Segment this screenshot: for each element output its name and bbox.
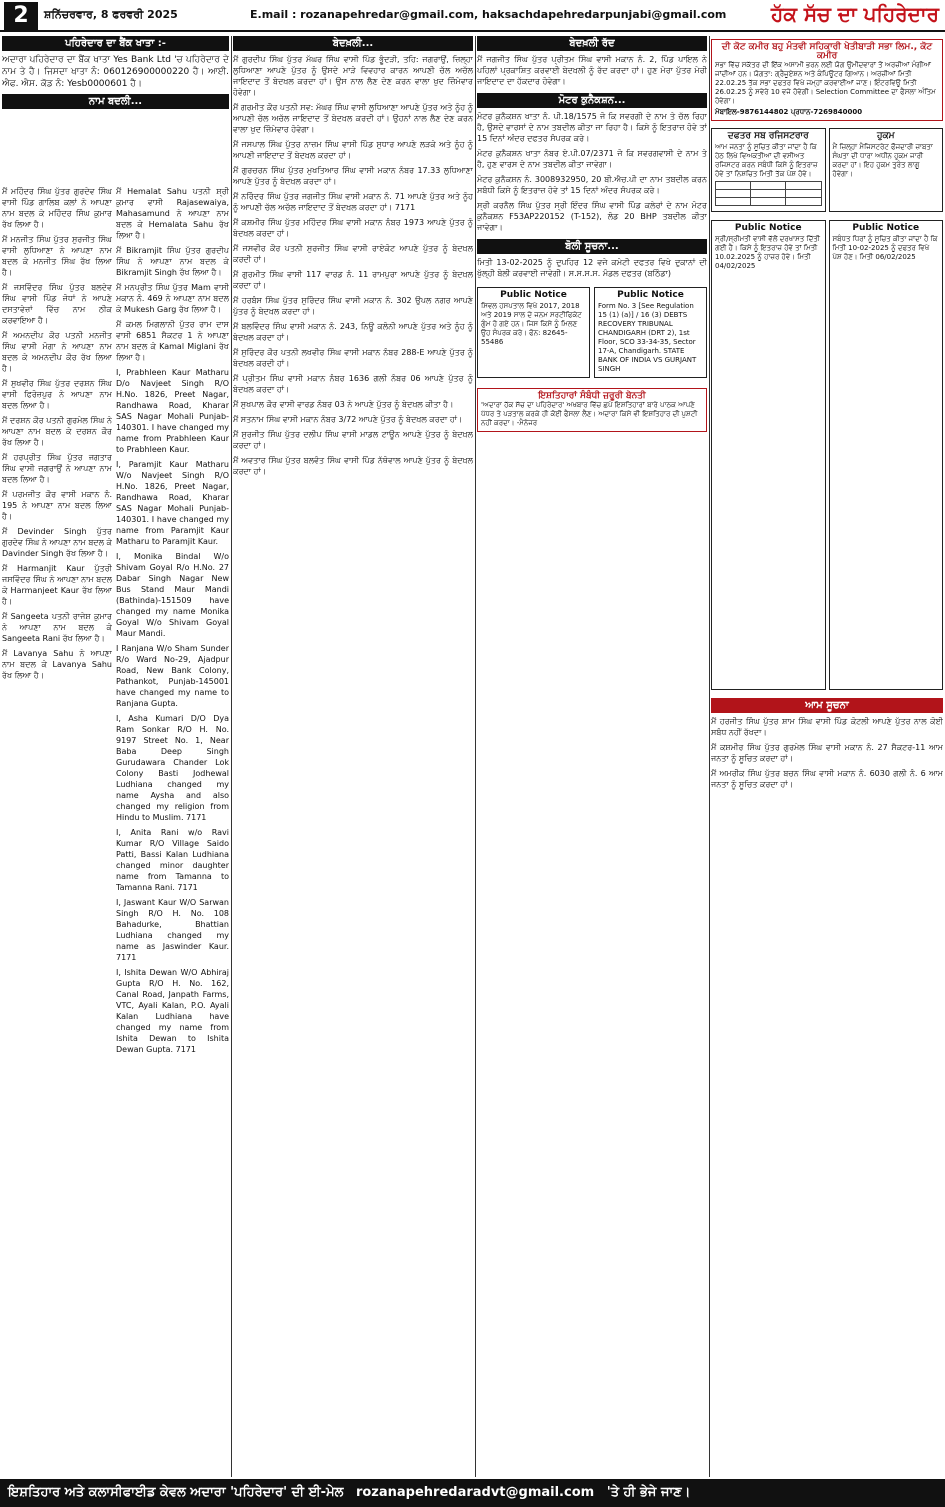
notice-item: ਮੈਂ ਕਸ਼ਮੀਰ ਸਿੰਘ ਪੁੱਤਰ ਮਹਿੰਦਰ ਸਿੰਘ ਵਾਸੀ ਮਕਾਨ ਨੰਬਰ 1973 ਆਪਣੇ ਪੁੱਤਰ ਨੂੰ ਬੇਦਖ਼ਲ ਕਰਦਾ ਹਾਂ। bbox=[233, 218, 473, 238]
order-notice-title: ਹੁਕਮ bbox=[876, 131, 895, 141]
notice-item: ਮੈਂ ਗਰਮੀਤ ਕੌਰ ਪਤਨੀ ਸਵ: ਮੱਘਰ ਸਿੰਘ ਵਾਸੀ ਲੁਧਿਆਣਾ ਆਪਣੇ ਪੁੱਤਰ ਅਤੇ ਨੂੰਹ ਨੂੰ ਆਪਣੀ ਚੱਲ ਅਚੱਲ ਜਾਇਦਾਦ ਤੋਂ ਬੇਦਖ਼ਲ ਕਰਦੀ ਹਾਂ। ਉਹਨਾਂ ਨਾਲ ਲੈਣ ਦੇਣ ਕਰਨ ਵਾਲਾ ਖੁਦ ਜ਼ਿੰਮੇਵਾਰ ਹੋਵੇਗਾ। bbox=[233, 103, 473, 134]
notice-item: I, Anita Rani w/o Ravi Kumar R/O Village Saido Patti, Bassi Kalan Ludhiana changed minor daughter name from Tamanna to Tamanna Rani. 7171 bbox=[116, 828, 229, 892]
notice-item: ਮੈਂ ਪਰਮਜੀਤ ਕੌਰ ਵਾਸੀ ਮਕਾਨ ਨੰ. 195 ਨੇ ਆਪਣਾ ਨਾਮ ਬਦਲ ਲਿਆ ਹੈ। bbox=[2, 490, 112, 521]
footer-banner bbox=[0, 1479, 945, 1507]
column-divider bbox=[709, 36, 710, 1477]
name-change-title: ਨਾਮ ਬਦਲੀ... bbox=[2, 94, 229, 109]
public-notice-title: Public Notice bbox=[500, 290, 567, 300]
notice-item: I Ranjana W/o Sham Sunder R/o Ward No-29, Ajadpur Road, New Bank Colony, Pathankot, Punjab-145001 have changed my name to Ranjana Gupta. bbox=[116, 644, 229, 708]
notice-item: ਮੈਂ ਅਮਰੀਕ ਸਿੰਘ ਪੁੱਤਰ ਬਚਨ ਸਿੰਘ ਵਾਸੀ ਮਕਾਨ ਨੰ. 6030 ਗਲੀ ਨੰ. 6 ਆਮ ਜਨਤਾ ਨੂੰ ਸੂਚਿਤ ਕਰਦਾ ਹਾਂ। bbox=[711, 769, 943, 789]
order-notice bbox=[829, 128, 944, 212]
general-notice-list bbox=[711, 716, 943, 790]
public-notice-right bbox=[829, 220, 944, 690]
recovery-notice-text: Form No. 3 [See Regulation 15 (1) (a)] / 16 (3) DEBTS RECOVERY TRIBUNAL CHANDIGARH (DRT 2), 1st Floor, SCO 33-34-35, Sector 17-A, Chandigarh. STATE BANK OF INDIA VS GURJANT SINGH bbox=[598, 302, 697, 373]
notice-item: ਮੈਂ ਹਰਜੀਤ ਸਿੰਘ ਪੁੱਤਰ ਸ਼ਾਮ ਸਿੰਘ ਵਾਸੀ ਪਿੰਡ ਕੋਟਲੀ ਆਪਣੇ ਪੁੱਤਰ ਨਾਲ ਕੋਈ ਸਬੰਧ ਨਹੀਂ ਰੱਖਦਾ। bbox=[711, 717, 943, 737]
notice-item: ਮੈਂ Harmanjit Kaur ਪੁੱਤਰੀ ਜਸਵਿੰਦਰ ਸਿੰਘ ਨੇ ਆਪਣਾ ਨਾਮ ਬਦਲ ਕੇ Harmanjeet Kaur ਰੱਖ ਲਿਆ ਹੈ। bbox=[2, 564, 112, 606]
bank-details: ਅਦਾਰਾ ਪਹਿਰੇਦਾਰ ਦਾ ਬੈਂਕ ਖਾਤਾ Yes Bank Ltd 'ਚ ਪਹਿਰੇਦਾਰ ਦੇ ਨਾਮ ਤੇ ਹੈ। ਜਿਸਦਾ ਖਾਤਾ ਨੰ: 060126900000220 ਹੈ। ਆਈ. ਐਫ. ਐਸ. ਕੋਡ ਨੰ: Yesb0000601 ਹੈ। bbox=[2, 55, 229, 89]
public-notice-text: ਸਿਵਲ ਹਸਪਤਾਲ ਵਿਖੇ 2017, 2018 ਅਤੇ 2019 ਸਾਲ ਦੇ ਜਨਮ ਸਰਟੀਫਿਕੇਟ ਗੁੰਮ ਹੋ ਗਏ ਹਨ। ਜਿਸ ਕਿਸੇ ਨੂੰ ਮਿਲਣ ਉਹ ਸੰਪਰਕ ਕਰੇ। ਫੋਨ: 82645-55486 bbox=[481, 302, 582, 346]
notice-item: ਮੈਂ ਜਸਪਾਲ ਸਿੰਘ ਪੁੱਤਰ ਨਾਜ਼ਮ ਸਿੰਘ ਵਾਸੀ ਪਿੰਡ ਸੁਧਾਰ ਆਪਣੇ ਲੜਕੇ ਅਤੇ ਨੂੰਹ ਨੂੰ ਆਪਣੀ ਜਾਇਦਾਦ ਤੋਂ ਬੇਦਖ਼ਲ ਕਰਦਾ ਹਾਂ। bbox=[233, 140, 473, 160]
bedakhli-list bbox=[233, 54, 473, 477]
notice-item: ਮੈਂ ਹਰਬੰਸ ਸਿੰਘ ਪੁੱਤਰ ਸੁਰਿੰਦਰ ਸਿੰਘ ਵਾਸੀ ਮਕਾਨ ਨੰ. 302 ਉਪਲ ਨਗਰ ਆਪਣੇ ਪੁੱਤਰ ਨੂੰ ਬੇਦਖ਼ਲ ਕਰਦਾ ਹਾਂ। bbox=[233, 296, 473, 316]
motor-connection-title: ਮੋਟਰ ਕੁਨੈਕਸ਼ਨ... bbox=[477, 93, 707, 108]
order-notice-text: ਮੈਂ ਜ਼ਿਲ੍ਹਾ ਮੈਜਿਸਟਰੇਟ ਫੌਜਦਾਰੀ ਜ਼ਾਬਤਾ ਸੰਘਤਾ ਦੀ ਧਾਰਾ ਅਧੀਨ ਹੁਕਮ ਜਾਰੀ ਕਰਦਾ ਹਾਂ। ਇਹ ਹੁਕਮ ਤੁਰੰਤ ਲਾਗੂ ਹੋਵੇਗਾ। bbox=[832, 143, 933, 178]
society-ad-title: ਦੀ ਕੋਟ ਕਮੀਰ ਬਹੁ ਮੰਤਵੀ ਸਹਿਕਾਰੀ ਖੇਤੀਬਾੜੀ ਸਭਾ ਲਿਮ., ਕੋਟ ਕਮੀਰ bbox=[721, 42, 933, 61]
sub-registrar-text: ਆਮ ਜਨਤਾ ਨੂੰ ਸੂਚਿਤ ਕੀਤਾ ਜਾਂਦਾ ਹੈ ਕਿ ਹੇਠ ਲਿਖੇ ਵਿਅਕਤੀਆਂ ਦੀ ਵਸੀਅਤ ਰਜਿਸਟਰ ਕਰਨ ਸਬੰਧੀ ਕਿਸੇ ਨੂੰ ਇਤਰਾਜ਼ ਹੋਵੇ ਤਾਂ ਨਿਸ਼ਚਿਤ ਮਿਤੀ ਤੱਕ ਪੇਸ਼ ਹੋਵੇ। bbox=[715, 143, 818, 178]
notice-item: ਮੈਂ ਗੁਰਚਰਨ ਸਿੰਘ ਪੁੱਤਰ ਮੁਖਤਿਆਰ ਸਿੰਘ ਵਾਸੀ ਮਕਾਨ ਨੰਬਰ 17.33 ਲੁਧਿਆਣਾ ਆਪਣੇ ਪੁੱਤਰ ਨੂੰ ਬੇਦਖ਼ਲ ਕਰਦਾ ਹਾਂ। bbox=[233, 166, 473, 186]
bank-section-title: ਪਹਿਰੇਦਾਰ ਦਾ ਬੈਂਕ ਖਾਤਾ :- bbox=[2, 36, 229, 51]
notice-item: I, Monika Bindal W/o Shivam Goyal R/o H.No. 27 Dabar Singh Nagar New Bus Stand Maur Mandi (Bathinda)-151509 have changed my name Monika Goyal W/o Shivam Goyal Maur Mandi. bbox=[116, 552, 229, 638]
notice-item: ਮੈਂ ਗੁਰਮੀਤ ਸਿੰਘ ਵਾਸੀ 117 ਵਾਰਡ ਨੰ. 11 ਰਾਮਪੁਰਾ ਆਪਣੇ ਪੁੱਤਰ ਨੂੰ ਬੇਦਖ਼ਲ ਕਰਦਾ ਹਾਂ। bbox=[233, 270, 473, 290]
footer-text-left: ਇਸ਼ਤਿਹਾਰ ਅਤੇ ਕਲਾਸੀਫਾਈਡ ਕੇਵਲ ਅਦਾਰਾ 'ਪਹਿਰੇਦਾਰ' ਦੀ ਈ-ਮੇਲ bbox=[8, 1485, 344, 1500]
notice-item: ਮੈਂ ਜਸਵਿੰਦਰ ਸਿੰਘ ਪੁੱਤਰ ਬਲਦੇਵ ਸਿੰਘ ਵਾਸੀ ਪਿੰਡ ਜੋਧਾਂ ਨੇ ਆਪਣੇ ਦਸਤਾਵੇਜ਼ਾਂ ਵਿੱਚ ਨਾਮ ਠੀਕ ਕਰਵਾਇਆ ਹੈ। bbox=[2, 283, 112, 325]
sub-registrar-notice bbox=[711, 128, 826, 212]
notice-item: ਮੈਂ Lavanya Sahu ਨੇ ਆਪਣਾ ਨਾਮ ਬਦਲ ਕੇ Lavanya Sahu ਰੱਖ ਲਿਆ ਹੈ। bbox=[2, 649, 112, 680]
notice-item: ਮੈਂ ਪ੍ਰੀਤਮ ਸਿੰਘ ਵਾਸੀ ਮਕਾਨ ਨੰਬਰ 1636 ਗਲੀ ਨੰਬਰ 06 ਆਪਣੇ ਪੁੱਤਰ ਨੂੰ ਬੇਦਖ਼ਲ ਕਰਦਾ ਹਾਂ। bbox=[233, 374, 473, 394]
public-notice-right-title: Public Notice bbox=[852, 223, 920, 233]
column-divider bbox=[475, 36, 476, 1477]
notice-item: ਮੈਂ ਮਨਪ੍ਰੀਤ ਸਿੰਘ ਪੁੱਤਰ Mam ਵਾਸੀ ਮਕਾਨ ਨੰ. 469 ਨੇ ਆਪਣਾ ਨਾਮ ਬਦਲ ਕੇ Mukesh Garg ਰੱਖ ਲਿਆ ਹੈ। bbox=[116, 283, 229, 314]
bedakhli-title: ਬੇਦਖ਼ਲੀ... bbox=[233, 36, 473, 51]
notice-item: ਮੈਂ ਦਰਸ਼ਨ ਕੌਰ ਪਤਨੀ ਗੁਰਮੇਲ ਸਿੰਘ ਨੇ ਆਪਣਾ ਨਾਮ ਬਦਲ ਕੇ ਦਰਸ਼ਨ ਕੌਰ ਰੱਖ ਲਿਆ ਹੈ। bbox=[2, 416, 112, 447]
bedakhli-cancel-text: ਮੈਂ ਜਗਜੀਤ ਸਿੰਘ ਪੁੱਤਰ ਪ੍ਰੀਤਮ ਸਿੰਘ ਵਾਸੀ ਮਕਾਨ ਨੰ. 2, ਪਿੰਡ ਪਾਇਲ ਨੇ ਪਹਿਲਾਂ ਪ੍ਰਕਾਸ਼ਿਤ ਕਰਵਾਈ ਬੇਦਖ਼ਲੀ ਨੂੰ ਰੱਦ ਕਰਦਾ ਹਾਂ। ਹੁਣ ਮੇਰਾ ਪੁੱਤਰ ਮੇਰੀ ਜਾਇਦਾਦ ਦਾ ਹੱਕਦਾਰ ਹੋਵੇਗਾ। bbox=[477, 55, 707, 86]
page-number: 2 bbox=[4, 2, 38, 30]
notice-item: ਮੈਂ ਸੁਖਪਾਲ ਕੌਰ ਵਾਸੀ ਵਾਰਡ ਨੰਬਰ 03 ਨੇ ਆਪਣੇ ਪੁੱਤਰ ਨੂੰ ਬੇਦਖ਼ਲ ਕੀਤਾ ਹੈ। bbox=[233, 400, 454, 409]
recovery-notice-title: Public Notice bbox=[617, 290, 684, 300]
motor-list bbox=[477, 111, 707, 233]
contact-emails[interactable]: E.mail : rozanapehredar@gmail.com, haksachdapehredarpunjabi@gmail.com bbox=[250, 8, 727, 21]
notice-item: ਮੈਂ ਜਸਵੀਰ ਕੌਰ ਪਤਨੀ ਸੁਰਜੀਤ ਸਿੰਘ ਵਾਸੀ ਰਾਏਕੋਟ ਆਪਣੇ ਪੁੱਤਰ ਨੂੰ ਬੇਦਖ਼ਲ ਕਰਦੀ ਹਾਂ। bbox=[233, 244, 473, 264]
notice-item: ਮੈਂ Hemalat Sahu ਪਤਨੀ ਸ਼੍ਰੀ ਕੁਮਾਰ ਵਾਸੀ Rajasewaiya, Mahasamund ਨੇ ਆਪਣਾ ਨਾਮ ਬਦਲ ਕੇ Hemalata Sahu ਰੱਖ ਲਿਆ ਹੈ। bbox=[116, 187, 229, 240]
public-notice-box bbox=[477, 287, 590, 378]
notice-item: ਮੈਂ ਗੁਰਦੀਪ ਸਿੰਘ ਪੁੱਤਰ ਮੱਘਰ ਸਿੰਘ ਵਾਸੀ ਪਿੰਡ ਭੂੰਦੜੀ, ਤਹਿ: ਜਗਰਾਉਂ, ਜ਼ਿਲ੍ਹਾ ਲੁਧਿਆਣਾ ਆਪਣੇ ਪੁੱਤਰ ਨੂੰ ਉਸਦੇ ਮਾੜੇ ਵਿਵਹਾਰ ਕਾਰਨ ਆਪਣੀ ਚੱਲ ਅਚੱਲ ਜਾਇਦਾਦ ਤੋਂ ਬੇਦਖ਼ਲ ਕਰਦਾ ਹਾਂ। ਉਸ ਨਾਲ ਲੈਣ ਦੇਣ ਕਰਨ ਵਾਲਾ ਖੁਦ ਜ਼ਿੰਮੇਵਾਰ ਹੋਵੇਗਾ। bbox=[233, 55, 473, 97]
notice-item: ਮੈਂ Bikramjit ਸਿੰਘ ਪੁੱਤਰ ਗੁਰਦੀਪ ਸਿੰਘ ਨੇ ਆਪਣਾ ਨਾਮ ਬਦਲ ਕੇ Bikramjit Singh ਰੱਖ ਲਿਆ ਹੈ। bbox=[116, 246, 229, 277]
public-notice-left bbox=[711, 220, 826, 690]
notice-item: ਮੈਂ ਨਰਿੰਦਰ ਸਿੰਘ ਪੁੱਤਰ ਜਗਜੀਤ ਸਿੰਘ ਵਾਸੀ ਮਕਾਨ ਨੰ. 71 ਆਪਣੇ ਪੁੱਤਰ ਅਤੇ ਨੂੰਹ ਨੂੰ ਆਪਣੀ ਚੱਲ ਅਚੱਲ ਜਾਇਦਾਦ ਤੋਂ ਬੇਦਖ਼ਲ ਕਰਦਾ ਹਾਂ। 7171 bbox=[233, 192, 473, 212]
ad-disclaimer-text: 'ਅਦਾਰਾ ਹੱਕ ਸੱਚ ਦਾ ਪਹਿਰੇਦਾਰ' ਅਖਬਾਰ ਵਿੱਚ ਛਪੇ ਇਸ਼ਤਿਹਾਰਾਂ ਬਾਰੇ ਪਾਠਕ ਆਪਣੇ ਪੱਧਰ ਤੇ ਪੜਤਾਲ ਕਰਕੇ ਹੀ ਕੋਈ ਫੈਸਲਾ ਲੈਣ। ਅਦਾਰਾ ਕਿਸੇ ਵੀ ਇਸ਼ਤਿਹਾਰ ਦੀ ਪੁਸ਼ਟੀ ਨਹੀਂ ਕਰਦਾ। -ਮੈਨੇਜਰ bbox=[481, 401, 698, 427]
notice-item: ਮੈਂ ਸੁਰਿੰਦਰ ਕੌਰ ਪਤਨੀ ਲਖਵੀਰ ਸਿੰਘ ਵਾਸੀ ਮਕਾਨ ਨੰਬਰ 288-E ਆਪਣੇ ਪੁੱਤਰ ਨੂੰ ਬੇਦਖ਼ਲ ਕਰਦੀ ਹਾਂ। bbox=[233, 348, 473, 368]
newspaper-logo: ਹੱਕ ਸੱਚ ਦਾ ਪਹਿਰੇਦਾਰ bbox=[771, 2, 939, 26]
recovery-notice-box bbox=[594, 287, 707, 378]
notice-item: I, Jaswant Kaur W/O Sarwan Singh R/O H. No. 108 Bahadurke, Bhattian Ludhiana changed my name as Jaswinder Kaur. 7171 bbox=[116, 898, 229, 962]
notice-item: ਮੈਂ ਮਹਿੰਦਰ ਸਿੰਘ ਪੁੱਤਰ ਗੁਰਦੇਵ ਸਿੰਘ ਵਾਸੀ ਪਿੰਡ ਗਾਲਿਬ ਕਲਾਂ ਨੇ ਆਪਣਾ ਨਾਮ ਬਦਲ ਕੇ ਮਹਿੰਦਰ ਸਿੰਘ ਕੁਮਾਰ ਰੱਖ ਲਿਆ ਹੈ। bbox=[2, 187, 112, 229]
masthead bbox=[0, 0, 945, 32]
name-change-list-b bbox=[116, 186, 229, 1477]
issue-date: ਸ਼ਨਿੱਚਰਵਾਰ, 8 ਫਰਵਰੀ 2025 bbox=[44, 8, 178, 21]
column-divider bbox=[231, 36, 232, 1477]
notice-item: ਮੈਂ ਬਲਵਿੰਦਰ ਸਿੰਘ ਵਾਸੀ ਮਕਾਨ ਨੰ. 243, ਨਿਊ ਕਲੋਨੀ ਆਪਣੇ ਪੁੱਤਰ ਅਤੇ ਨੂੰਹ ਨੂੰ ਬੇਦਖ਼ਲ ਕਰਦਾ ਹਾਂ। bbox=[233, 322, 473, 342]
notice-item: ਮੈਂ ਹਰਪ੍ਰੀਤ ਸਿੰਘ ਪੁੱਤਰ ਜਗਤਾਰ ਸਿੰਘ ਵਾਸੀ ਜਗਰਾਉਂ ਨੇ ਆਪਣਾ ਨਾਮ ਬਦਲ ਲਿਆ ਹੈ। bbox=[2, 453, 112, 484]
notice-item: I, Ishita Dewan W/O Abhiraj Gupta R/O H. No. 162, Canal Road, Janpath Farms, VTC, Ayali Kalan, P.O. Ayali Kalan Ludhiana have changed my name from Ishita Dewan to Ishita Dewan Gupta. 7171 bbox=[116, 968, 229, 1054]
notice-item: ਮੋਟਰ ਕੁਨੈਕਸ਼ਨ ਖਾਤਾ ਨੰ. ਪੀ.18/1575 ਜੋ ਕਿ ਸਵਰਗੀ ਦੇ ਨਾਮ ਤੇ ਚੱਲ ਰਿਹਾ ਹੈ, ਉਸਦੇ ਵਾਰਸਾਂ ਦੇ ਨਾਮ ਤਬਦੀਲ ਕੀਤਾ ਜਾ ਰਿਹਾ ਹੈ। ਕਿਸੇ ਨੂੰ ਇਤਰਾਜ਼ ਹੋਵੇ ਤਾਂ 15 ਦਿਨਾਂ ਅੰਦਰ ਦਫਤਰ ਸੰਪਰਕ ਕਰੇ। bbox=[477, 112, 707, 143]
notice-item: ਮੈਂ ਅਮਨਦੀਪ ਕੌਰ ਪਤਨੀ ਮਨਜੀਤ ਸਿੰਘ ਵਾਸੀ ਮੋਗਾ ਨੇ ਆਪਣਾ ਨਾਮ ਬਦਲ ਕੇ ਅਮਨਦੀਪ ਕੌਰ ਰੱਖ ਲਿਆ ਹੈ। bbox=[2, 331, 112, 373]
general-notice-title: ਆਮ ਸੂਚਨਾ bbox=[711, 698, 943, 713]
column-3 bbox=[477, 36, 707, 1477]
auction-text: ਮਿਤੀ 13-02-2025 ਨੂੰ ਦੁਪਹਿਰ 12 ਵਜੇ ਕਮੇਟੀ ਦਫਤਰ ਵਿਖੇ ਦੁਕਾਨਾਂ ਦੀ ਖੁੱਲ੍ਹੀ ਬੋਲੀ ਕਰਵਾਈ ਜਾਵੇਗੀ। ਸ.ਸ.ਸ.ਸ. ਮੰਡਲ ਦਫਤਰ (ਬਠਿੰਡਾ) bbox=[477, 258, 707, 278]
notice-item: ਮੈਂ Sangeeta ਪਤਨੀ ਰਾਜੇਸ਼ ਕੁਮਾਰ ਨੇ ਆਪਣਾ ਨਾਮ ਬਦਲ ਕੇ Sangeeta Rani ਰੱਖ ਲਿਆ ਹੈ। bbox=[2, 612, 112, 643]
society-ad-text: ਸਭਾ ਵਿੱਚ ਸਕੱਤਰ ਦੀ ਇੱਕ ਅਸਾਮੀ ਭਰਨ ਲਈ ਯੋਗ ਉਮੀਦਵਾਰਾਂ ਤੋਂ ਅਰਜ਼ੀਆਂ ਮੰਗੀਆਂ ਜਾਂਦੀਆਂ ਹਨ। ਯੋਗਤਾ: ਗ੍ਰੈਜੂਏਸ਼ਨ ਅਤੇ ਕੰਪਿਊਟਰ ਗਿਆਨ। ਅਰਜ਼ੀਆਂ ਮਿਤੀ 22.02.25 ਤੱਕ ਸਭਾ ਦਫਤਰ ਵਿਖੇ ਜਮ੍ਹਾਂ ਕਰਵਾਈਆਂ ਜਾਣ। ਇੰਟਰਵਿਊ ਮਿਤੀ 26.02.25 ਨੂੰ ਸਵੇਰੇ 10 ਵਜੇ ਹੋਵੇਗੀ। Selection Committee ਦਾ ਫੈਸਲਾ ਅੰਤਿਮ ਹੋਵੇਗਾ। bbox=[715, 61, 936, 105]
public-notice-left-title: Public Notice bbox=[734, 223, 802, 233]
society-recruitment-ad bbox=[711, 39, 943, 121]
notice-table bbox=[715, 181, 822, 206]
notice-item: ਮੈਂ ਸੁਰਜੀਤ ਸਿੰਘ ਪੁੱਤਰ ਦਲੀਪ ਸਿੰਘ ਵਾਸੀ ਮਾਡਲ ਟਾਊਨ ਆਪਣੇ ਪੁੱਤਰ ਨੂੰ ਬੇਦਖ਼ਲ ਕਰਦਾ ਹਾਂ। bbox=[233, 430, 473, 450]
sub-registrar-title: ਦਫਤਰ ਸਬ ਰਜਿਸਟਰਾਰ bbox=[727, 131, 809, 141]
public-notice-right-text: ਸਬੰਧਤ ਧਿਰਾਂ ਨੂੰ ਸੂਚਿਤ ਕੀਤਾ ਜਾਂਦਾ ਹੈ ਕਿ ਮਿਤੀ 10-02-2025 ਨੂੰ ਦਫਤਰ ਵਿਖੇ ਪੇਸ਼ ਹੋਣ। ਮਿਤੀ 06/02/2025 bbox=[832, 235, 938, 261]
notice-item: I, Prabhleen Kaur Matharu D/o Navjeet Singh R/O H.No. 1826, Preet Nagar, Randhawa Road, Kharar SAS Nagar Mohali Punjab-140301. I have changed my name from Prabhleen Kaur to Prabhleen Kaur. bbox=[116, 368, 229, 454]
notice-item: ਮੋਟਰ ਕੁਨੈਕਸ਼ਨ ਖਾਤਾ ਨੰਬਰ ਏ.ਪੀ.07/2371 ਜੋ ਕਿ ਸਵਰਗਵਾਸੀ ਦੇ ਨਾਮ ਤੇ ਹੈ, ਹੁਣ ਵਾਰਸ ਦੇ ਨਾਮ ਤਬਦੀਲ ਕੀਤਾ ਜਾਵੇਗਾ। bbox=[477, 149, 707, 169]
notice-item: ਮੈਂ ਮਨਜੀਤ ਸਿੰਘ ਪੁੱਤਰ ਸੁਰਜੀਤ ਸਿੰਘ ਵਾਸੀ ਲੁਧਿਆਣਾ ਨੇ ਆਪਣਾ ਨਾਮ ਬਦਲ ਕੇ ਮਨਜੀਤ ਸਿੰਘ ਰੱਖ ਲਿਆ ਹੈ। bbox=[2, 235, 112, 277]
footer-text-right: 'ਤੇ ਹੀ ਭੇਜੇ ਜਾਣ। bbox=[606, 1485, 691, 1500]
public-notice-left-text: ਸ੍ਰੀ/ਸ੍ਰੀਮਤੀ ਵਾਸੀ ਵੱਲੋਂ ਦਰਖਾਸਤ ਦਿੱਤੀ ਗਈ ਹੈ। ਕਿਸੇ ਨੂੰ ਇਤਰਾਜ਼ ਹੋਵੇ ਤਾਂ ਮਿਤੀ 10.02.2025 ਨੂੰ ਹਾਜ਼ਰ ਹੋਵੇ। ਮਿਤੀ 04/02/2025 bbox=[715, 235, 820, 270]
bedakhli-cancel-title: ਬੇਦਖ਼ਲੀ ਰੱਦ bbox=[477, 36, 707, 51]
society-ad-contact: ਮੋਬਾਇਲ-9876144802 ਪ੍ਰਧਾਨ-7269840000 bbox=[715, 108, 863, 116]
notice-item: ਮੈਂ ਅਵਤਾਰ ਸਿੰਘ ਪੁੱਤਰ ਬਲਵੰਤ ਸਿੰਘ ਵਾਸੀ ਪਿੰਡ ਨੱਥੋਵਾਲ ਆਪਣੇ ਪੁੱਤਰ ਨੂੰ ਬੇਦਖ਼ਲ ਕਰਦਾ ਹਾਂ। bbox=[233, 456, 473, 476]
notice-item: ਮੈਂ ਕਮਲ ਮਿਗਲਾਨੀ ਪੁੱਤਰ ਰਾਮ ਦਾਸ ਵਾਸੀ 6851 ਸੈਕਟਰ 1 ਨੇ ਆਪਣਾ ਨਾਮ ਬਦਲ ਕੇ Kamal Miglani ਰੱਖ ਲਿਆ ਹੈ। bbox=[116, 320, 229, 362]
notice-item: ਮੈਂ Devinder Singh ਪੁੱਤਰ ਗੁਰਦੇਵ ਸਿੰਘ ਨੇ ਆਪਣਾ ਨਾਮ ਬਦਲ ਕੇ Davinder Singh ਰੱਖ ਲਿਆ ਹੈ। bbox=[2, 527, 112, 558]
notice-item: ਸ੍ਰੀ ਕਰਨੈਲ ਸਿੰਘ ਪੁੱਤਰ ਸ੍ਰੀ ਇੰਦਰ ਸਿੰਘ ਵਾਸੀ ਪਿੰਡ ਕਲੇਰਾਂ ਦੇ ਨਾਮ ਮੋਟਰ ਕੁਨੈਕਸ਼ਨ F53AP220152 (T-152), ਲੋਡ 20 BHP ਤਬਦੀਲ ਕੀਤਾ ਜਾਵੇਗਾ। bbox=[477, 201, 707, 232]
notice-item: I, Paramjit Kaur Matharu W/o Navjeet Singh R/O H.No. 1826, Preet Nagar, Randhawa Road, Kharar SAS Nagar Mohali Punjab-140301. I have changed my name from Paramjit Kaur Matharu to Paramjit Kaur. bbox=[116, 460, 229, 546]
ad-disclaimer-box bbox=[477, 388, 707, 432]
ad-disclaimer-title: ਇਸ਼ਤਿਹਾਰਾਂ ਸੰਬੰਧੀ ਜ਼ਰੂਰੀ ਬੇਨਤੀ bbox=[538, 391, 646, 401]
name-change-list-a bbox=[2, 186, 112, 1477]
footer-email[interactable]: rozanapehredaradvt@gmail.com bbox=[355, 1485, 595, 1500]
notice-item: ਮੈਂ ਸੁਖਵੀਰ ਸਿੰਘ ਪੁੱਤਰ ਦਰਸ਼ਨ ਸਿੰਘ ਵਾਸੀ ਫਿਰੋਜ਼ਪੁਰ ਨੇ ਆਪਣਾ ਨਾਮ ਬਦਲ ਲਿਆ ਹੈ। bbox=[2, 379, 112, 410]
notice-item: ਮੈਂ ਕਸ਼ਮੀਰ ਸਿੰਘ ਪੁੱਤਰ ਗੁਰਮੇਲ ਸਿੰਘ ਵਾਸੀ ਮਕਾਨ ਨੰ. 27 ਸੈਕਟਰ-11 ਆਮ ਜਨਤਾ ਨੂੰ ਸੂਚਿਤ ਕਰਦਾ ਹਾਂ। bbox=[711, 743, 943, 763]
notice-item: ਮੋਟਰ ਕੁਨੈਕਸ਼ਨ ਨੰ. 3008932950, 20 ਬੀ.ਐਚ.ਪੀ ਦਾ ਨਾਮ ਤਬਦੀਲ ਕਰਨ ਸਬੰਧੀ ਕਿਸੇ ਨੂੰ ਇਤਰਾਜ਼ ਹੋਵੇ ਤਾਂ 15 ਦਿਨਾਂ ਅੰਦਰ ਸੰਪਰਕ ਕਰੇ। bbox=[477, 175, 707, 195]
notice-item: I, Asha Kumari D/O Dya Ram Sonkar R/O H. No. 9197 Street No. 1, Near Baba Deep Singh Gurudawara Chander Lok Colony Basti Jodhewal Ludhiana changed my name Aysha and also changed my religion from Hindu to Muslim. 7171 bbox=[116, 714, 229, 822]
auction-title: ਬੋਲੀ ਸੂਚਨਾ... bbox=[477, 239, 707, 254]
column-2 bbox=[233, 36, 473, 1477]
column-4 bbox=[711, 36, 943, 1477]
notice-item: ਮੈਂ ਸਤਨਾਮ ਸਿੰਘ ਵਾਸੀ ਮਕਾਨ ਨੰਬਰ 3/72 ਆਪਣੇ ਪੁੱਤਰ ਨੂੰ ਬੇਦਖ਼ਲ ਕਰਦਾ ਹਾਂ। bbox=[233, 415, 463, 424]
column-1-top bbox=[2, 36, 229, 186]
